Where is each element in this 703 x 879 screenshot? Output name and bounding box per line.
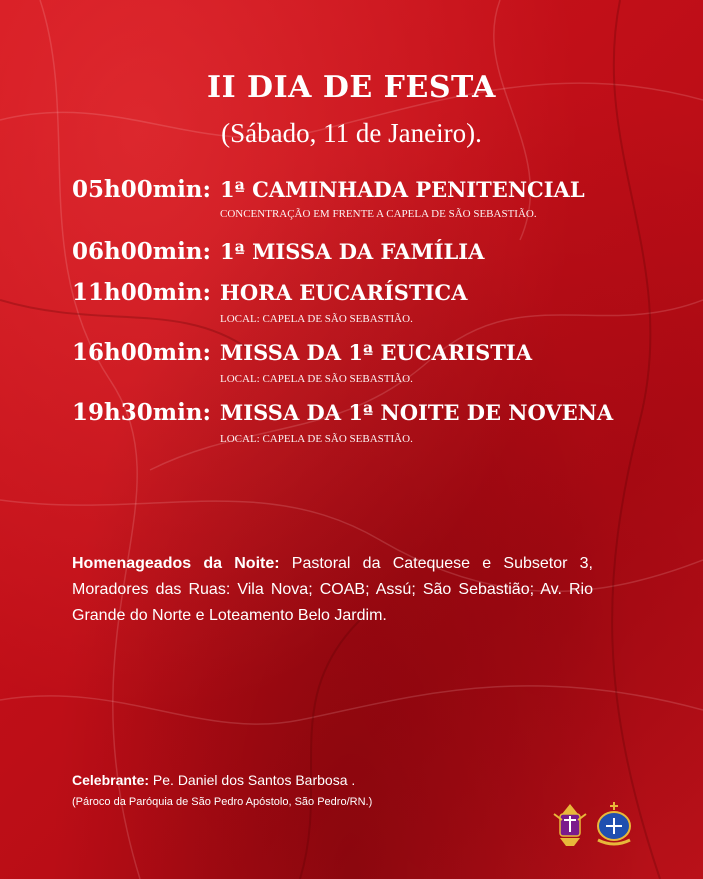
celebrant-label: Celebrante: (72, 772, 150, 788)
diocese-coat-of-arms-icon (554, 804, 586, 846)
schedule-time: 06h00min: (72, 238, 212, 265)
celebrant-line (72, 772, 355, 788)
schedule-time: 05h00min: (72, 176, 212, 203)
schedule-event: HORA EUCARÍSTICA (220, 280, 468, 305)
logos-group (550, 800, 640, 850)
celebrant-name: Pe. Daniel dos Santos Barbosa . (149, 772, 356, 788)
schedule-event: MISSA DA 1ª EUCARISTIA (220, 340, 533, 365)
schedule-note: LOCAL: CAPELA DE SÃO SEBASTIÃO. (220, 313, 413, 325)
celebrant-role: (Pároco da Paróquia de São Pedro Apóstolo, São Pedro/RN.) (72, 796, 373, 808)
schedule-time: 16h00min: (72, 339, 212, 366)
schedule-event: 1ª CAMINHADA PENITENCIAL (220, 177, 585, 202)
honorees-paragraph (72, 551, 593, 629)
schedule-time: 19h30min: (72, 399, 212, 426)
honorees-label: Homenageados da Noite: (72, 555, 280, 572)
schedule-event: MISSA DA 1ª NOITE DE NOVENA (220, 400, 614, 425)
page-title: II DIA DE FESTA (207, 70, 496, 105)
honorees-text: Pastoral da Catequese e Subsetor 3, Moradores das Ruas: Vila Nova; COAB; Assú; São Sebastião; Av. Rio Grande do Norte e Loteamento Belo Jardim. (72, 555, 593, 624)
schedule-event: 1ª MISSA DA FAMÍLIA (220, 239, 485, 264)
logos-svg (550, 800, 640, 850)
schedule-note: LOCAL: CAPELA DE SÃO SEBASTIÃO. (220, 373, 413, 385)
schedule-note: CONCENTRAÇÃO EM FRENTE A CAPELA DE SÃO SEBASTIÃO. (220, 208, 537, 220)
parish-emblem-icon (598, 802, 630, 844)
page-subtitle: (Sábado, 11 de Janeiro). (221, 118, 482, 148)
schedule-time: 11h00min: (72, 279, 212, 306)
schedule-note: LOCAL: CAPELA DE SÃO SEBASTIÃO. (220, 433, 413, 445)
